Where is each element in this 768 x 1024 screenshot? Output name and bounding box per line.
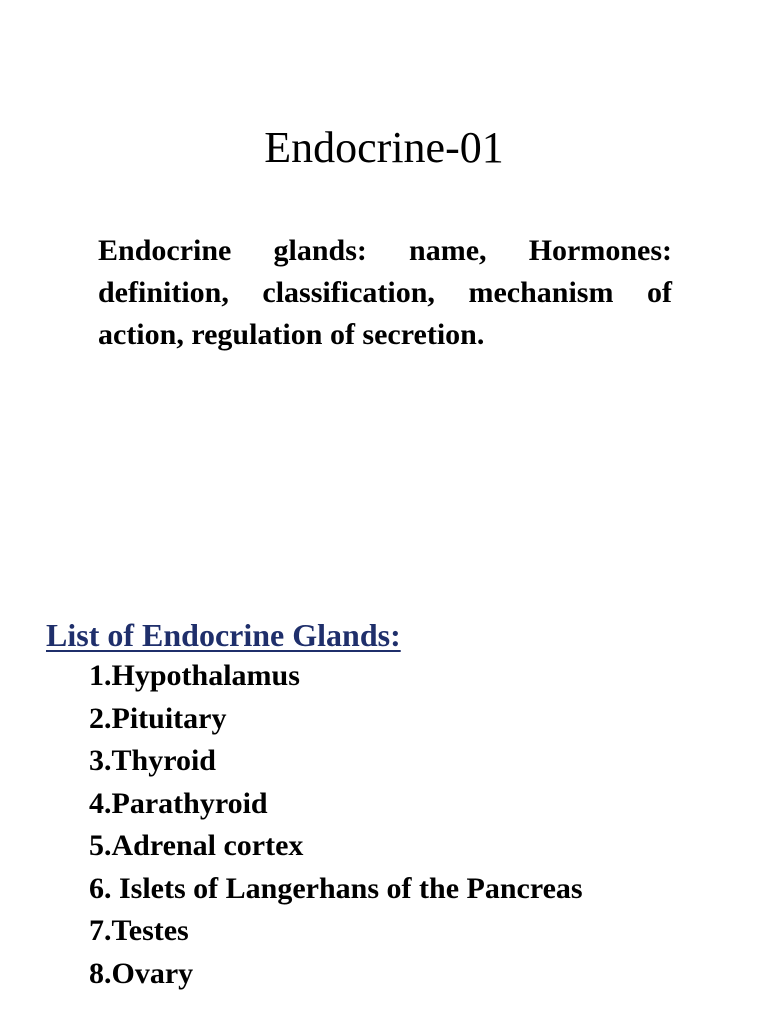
- gland-list-item: 1.Hypothalamus: [89, 659, 300, 692]
- gland-list: [89, 655, 583, 995]
- gland-list-heading: List of Endocrine Glands:: [46, 617, 401, 653]
- gland-list-item: 4.Parathyroid: [89, 786, 268, 820]
- gland-list-item: 7.Testes: [89, 914, 189, 947]
- gland-list-item: 5.Adrenal cortex: [89, 829, 304, 862]
- gland-list-item: 3.Thyroid: [89, 744, 216, 777]
- gland-list-item: 6. Islets of Langerhans of the Pancreas: [89, 871, 583, 905]
- intro-paragraph: Endocrine glands: name, Hormones: definition, classification, mechanism of action, regulation of secretion.: [98, 234, 672, 351]
- gland-list-item: 8.Ovary: [89, 956, 194, 990]
- gland-list-item: 2.Pituitary: [89, 701, 227, 735]
- page-title: Endocrine-01: [264, 123, 504, 172]
